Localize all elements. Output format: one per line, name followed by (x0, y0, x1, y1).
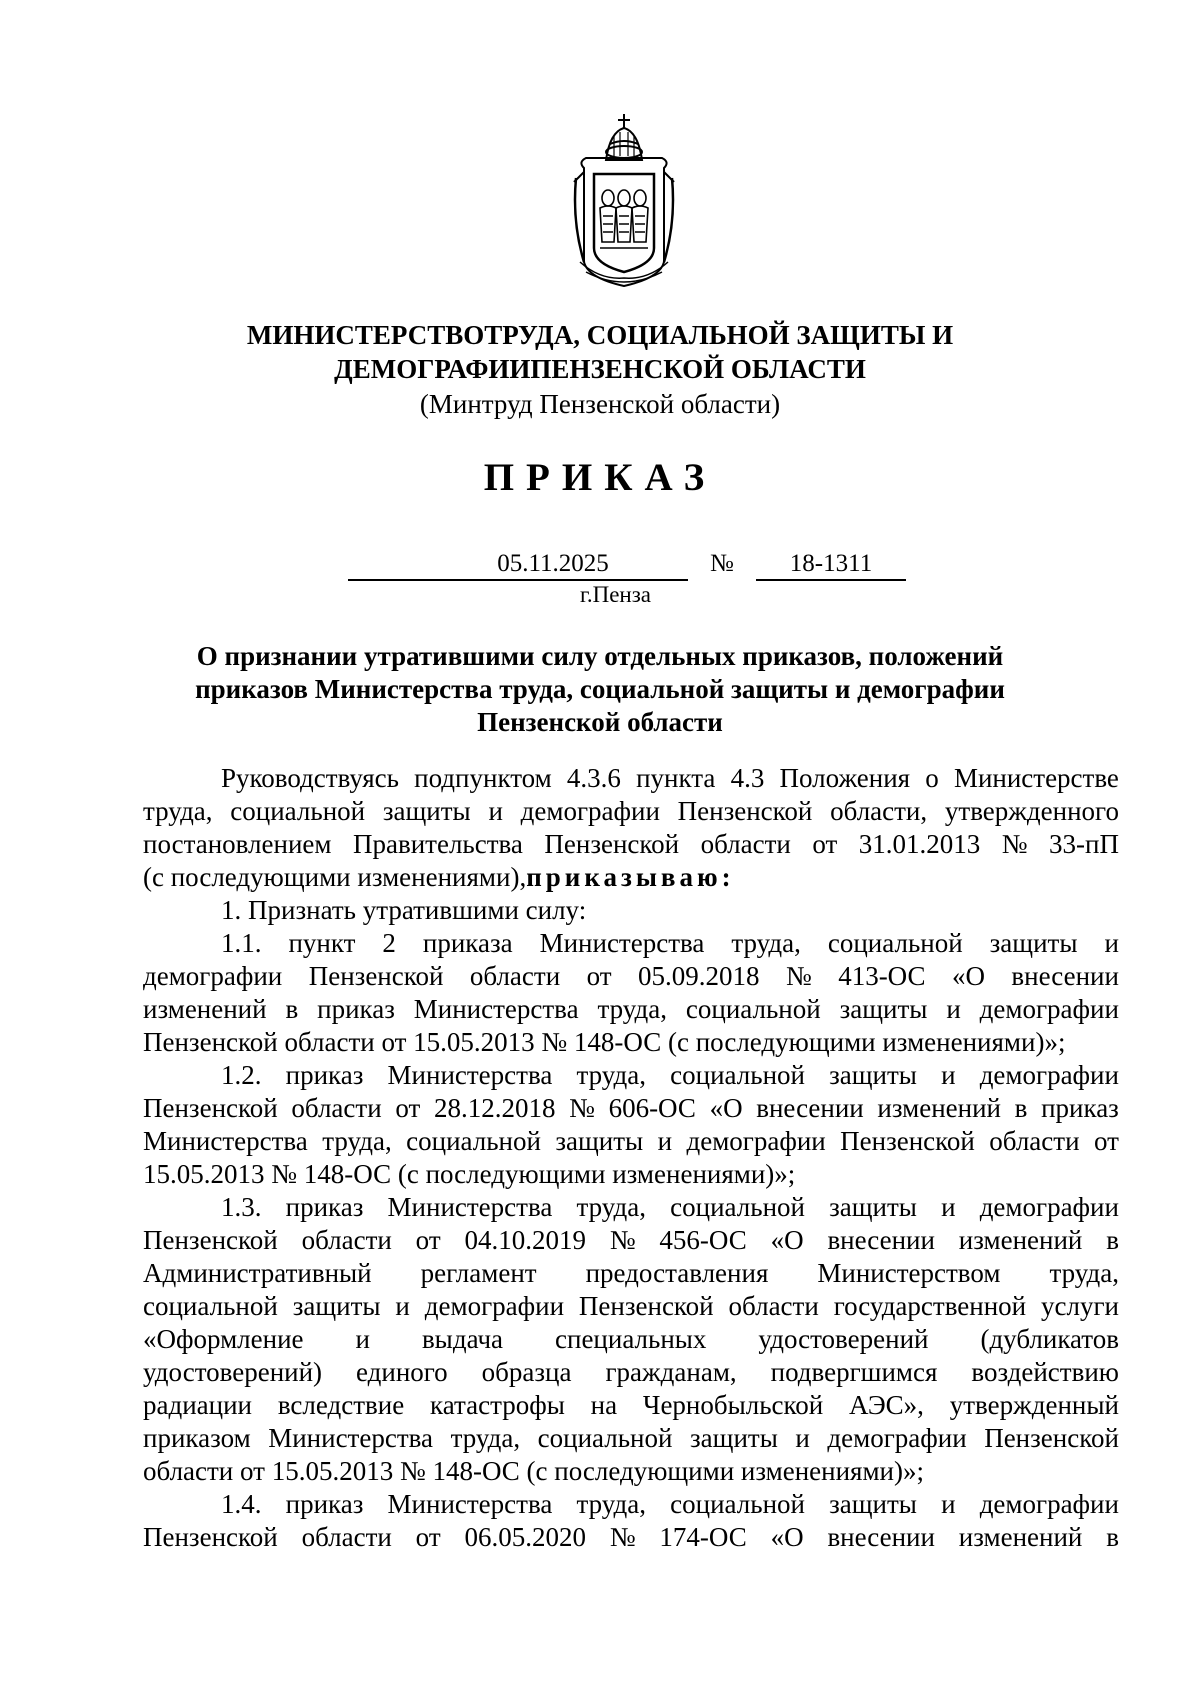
item-1-3-line: области от 15.05.2013 № 148-ОС (с последующими изменениями)»; (143, 1456, 924, 1486)
word: области (301, 1522, 392, 1552)
word: «О (770, 1522, 804, 1552)
item-1-3-line (143, 1290, 1119, 1323)
item-1-4-line (143, 1521, 1119, 1554)
word: утвержденный (949, 1390, 1119, 1420)
word: изменений (877, 1093, 1001, 1123)
subject-line: О признании утратившими силу отдельных приказов, положений (196, 641, 1004, 671)
word: и (395, 1291, 410, 1321)
word: 606-ОС (608, 1093, 696, 1123)
word: труда, (731, 928, 801, 958)
document-type-title: ПРИКАЗ (483, 456, 717, 499)
word: демографии (686, 1126, 826, 1156)
word: 2 (382, 928, 396, 958)
word: социальной (670, 1060, 805, 1090)
word: и (946, 994, 961, 1024)
word: демографии (143, 961, 283, 991)
word: от (812, 829, 838, 859)
word: защиты (839, 994, 928, 1024)
word: 4.3 (730, 763, 765, 793)
word: образца (481, 1357, 572, 1387)
item-1-1-line (143, 960, 1119, 993)
word: «О (951, 961, 985, 991)
word: области (700, 829, 791, 859)
item-1-1-line (143, 927, 1119, 960)
item-1-3-line (143, 1191, 1119, 1224)
order-verb: приказываю: (526, 862, 735, 892)
preamble-line (143, 795, 1119, 828)
word: социальной (827, 928, 963, 958)
word: 174-ОС (659, 1522, 747, 1552)
item-1-2-line (143, 1125, 1119, 1158)
word: труда, (597, 994, 668, 1024)
subject-line: Пензенской области (477, 707, 723, 737)
word: 31.01.2013 (858, 829, 981, 859)
item-1-3-line (143, 1323, 1119, 1356)
word: и (1104, 928, 1119, 958)
word: в (1014, 1093, 1028, 1123)
word: «О (770, 1225, 804, 1255)
word: изменений (958, 1225, 1083, 1255)
word: пункт (288, 928, 356, 958)
word: социальной (143, 1291, 278, 1321)
word: № (1001, 829, 1028, 859)
word: «О (709, 1093, 743, 1123)
word: области (989, 1126, 1080, 1156)
word: приказом (143, 1423, 251, 1453)
word: защиты (555, 1126, 644, 1156)
word: воздействию (971, 1357, 1119, 1387)
word: 1.1. (221, 928, 262, 958)
word: 4.3.6 (566, 763, 621, 793)
word: удостоверений (758, 1324, 929, 1354)
item-1-3-line (143, 1224, 1119, 1257)
word: внесении (827, 1522, 935, 1552)
word: защиты (829, 1060, 917, 1090)
word: труда, (576, 1489, 647, 1519)
word: от (415, 1522, 441, 1552)
item-1-3-line (143, 1356, 1119, 1389)
preamble-line (143, 762, 1119, 795)
word: государственной (833, 1291, 1027, 1321)
word: Министерстве (953, 763, 1119, 793)
word: Министерства (387, 1489, 553, 1519)
order-number: 18-1311 (756, 549, 906, 581)
word: и (657, 1126, 673, 1156)
word: о (925, 763, 939, 793)
word: приказ (317, 994, 395, 1024)
word: области (301, 1225, 392, 1255)
word: № (609, 1225, 636, 1255)
order-date: 05.11.2025 (348, 549, 688, 581)
word: 04.10.2019 (464, 1225, 586, 1255)
word: социальной (406, 1126, 541, 1156)
word: АЭС», (849, 1390, 924, 1420)
word: в (285, 994, 299, 1024)
word: демографии (979, 1060, 1119, 1090)
word: Положения (779, 763, 911, 793)
word: и (355, 1324, 370, 1354)
word: труда, (1049, 1258, 1119, 1288)
word: в (1106, 1225, 1119, 1255)
word: Пензенской (308, 961, 444, 991)
word: области (728, 1291, 819, 1321)
word: № (609, 1522, 636, 1552)
item-1-2-line (143, 1092, 1119, 1125)
word: приказа (422, 928, 513, 958)
word: труда, (322, 1126, 392, 1156)
word: Пензенской (840, 1126, 975, 1156)
word: катастрофы (430, 1390, 565, 1420)
ministry-name-line2: ДЕМОГРАФИИПЕНЗЕНСКОЙ ОБЛАСТИ (334, 354, 866, 384)
word: 1.2. (221, 1060, 262, 1090)
word: труда, (143, 796, 213, 826)
word: демографии (424, 1291, 565, 1321)
word: Пензенской (984, 1423, 1119, 1453)
word: Министерства (387, 1060, 553, 1090)
item-1-1-line: Пензенской области от 15.05.2013 № 148-ОС (с последующими изменениями)»; (143, 1027, 1066, 1057)
word: Пензенской (143, 1093, 278, 1123)
word: демографии (827, 1423, 967, 1453)
word: предоставления (585, 1258, 769, 1288)
word: приказ (285, 1060, 364, 1090)
word: защиты (829, 1192, 917, 1222)
word: 06.05.2020 (464, 1522, 586, 1552)
word: защиты (989, 928, 1078, 958)
word: и (941, 1192, 956, 1222)
word: демографии (979, 1192, 1119, 1222)
word: Министерства (539, 928, 705, 958)
word: и (941, 1489, 956, 1519)
word: социальной (670, 1489, 805, 1519)
word: гражданам, (605, 1357, 737, 1387)
word: 05.09.2018 (638, 961, 760, 991)
word: 413-ОС (838, 961, 926, 991)
word: Министерства (413, 994, 579, 1024)
order-subject (150, 640, 1050, 739)
word: демографии (979, 994, 1119, 1024)
word: труда, (576, 1060, 647, 1090)
word: Руководствуясь (221, 763, 399, 793)
item-1-3-line (143, 1422, 1119, 1455)
word: регламент (420, 1258, 537, 1288)
word: и (941, 1060, 956, 1090)
word: Административный (143, 1258, 372, 1288)
word: радиации (143, 1390, 253, 1420)
word: подвергшимся (770, 1357, 938, 1387)
word: демографии (979, 1489, 1119, 1519)
word: изменений (143, 994, 267, 1024)
word: 33-пП (1049, 829, 1119, 859)
word: удостоверений) (143, 1357, 323, 1387)
item-1-2-line (143, 1059, 1119, 1092)
word: Пензенской (143, 1522, 278, 1552)
word: Пензенской (578, 1291, 714, 1321)
preamble-line (143, 828, 1119, 861)
word: труда, (576, 1192, 647, 1222)
word: и (488, 796, 503, 826)
word: от (1093, 1126, 1119, 1156)
number-sign: № (710, 550, 734, 577)
item-1-3-line (143, 1257, 1119, 1290)
word: защиты (690, 1423, 778, 1453)
word: (дубликатов (980, 1324, 1119, 1354)
word: № (569, 1093, 595, 1123)
word: Правительства (352, 829, 523, 859)
word: внесении (756, 1093, 864, 1123)
preamble-line (143, 861, 1119, 894)
word: защиты (382, 796, 471, 826)
item-1-2-line: 15.05.2013 № 148-ОС (с последующими изменениями)»; (143, 1159, 796, 1189)
word: утвержденного (944, 796, 1119, 826)
word: защиты (292, 1291, 381, 1321)
word: труда, (450, 1423, 521, 1453)
word: Министерства (268, 1423, 434, 1453)
issue-city: г.Пенза (580, 582, 652, 607)
word: пункта (636, 763, 716, 793)
word: социальной (685, 994, 821, 1024)
ministry-name-line1: МИНИСТЕРСТВОТРУДА, СОЦИАЛЬНОЙ ЗАЩИТЫ И (246, 320, 954, 350)
word: области, (830, 796, 928, 826)
word: 1.3. (221, 1192, 262, 1222)
word: № (785, 961, 812, 991)
word: на (590, 1390, 618, 1420)
word: приказ (285, 1489, 364, 1519)
preamble-text: (с последующими изменениями), (143, 862, 527, 892)
subject-line: приказов Министерства труда, социальной защиты и демографии (195, 674, 1005, 704)
word: подпунктом (414, 763, 552, 793)
ministry-short-name: (Минтруд Пензенской области) (419, 389, 781, 419)
word: вследствие (277, 1390, 405, 1420)
word: постановлением (143, 829, 332, 859)
word: 28.12.2018 (433, 1093, 556, 1123)
order-body (143, 762, 1119, 1554)
word: Пензенской (677, 796, 813, 826)
word: от (415, 1225, 441, 1255)
word: «Оформление (143, 1324, 304, 1354)
word: специальных (555, 1324, 707, 1354)
item-1: 1. Признать утратившими силу: (221, 895, 587, 925)
word: 1.4. (221, 1489, 262, 1519)
word: изменений (958, 1522, 1083, 1552)
word: области (291, 1093, 382, 1123)
word: 456-ОС (659, 1225, 747, 1255)
word: приказ (285, 1192, 364, 1222)
word: области (469, 961, 561, 991)
word: от (395, 1093, 421, 1123)
coat-of-arms-emblem (570, 112, 678, 290)
word: Пензенской (544, 829, 680, 859)
word: единого (356, 1357, 448, 1387)
word: услуги (1041, 1291, 1119, 1321)
word: от (586, 961, 612, 991)
word: защиты (829, 1489, 917, 1519)
item-1-4-line (143, 1488, 1119, 1521)
word: внесении (827, 1225, 935, 1255)
word: Министерства (387, 1192, 553, 1222)
word: внесении (1011, 961, 1119, 991)
word: социальной (230, 796, 366, 826)
word: социальной (537, 1423, 673, 1453)
word: и (795, 1423, 810, 1453)
word: демографии (520, 796, 660, 826)
word: в (1106, 1522, 1119, 1552)
word: Пензенской (143, 1225, 278, 1255)
item-1-3-line (143, 1389, 1119, 1422)
word: выдача (421, 1324, 504, 1354)
word: приказ (1041, 1093, 1119, 1123)
word: Министерством (817, 1258, 1001, 1288)
word: Чернобыльской (642, 1390, 824, 1420)
item-1-1-line (143, 993, 1119, 1026)
word: социальной (670, 1192, 805, 1222)
word: Министерства (143, 1126, 308, 1156)
